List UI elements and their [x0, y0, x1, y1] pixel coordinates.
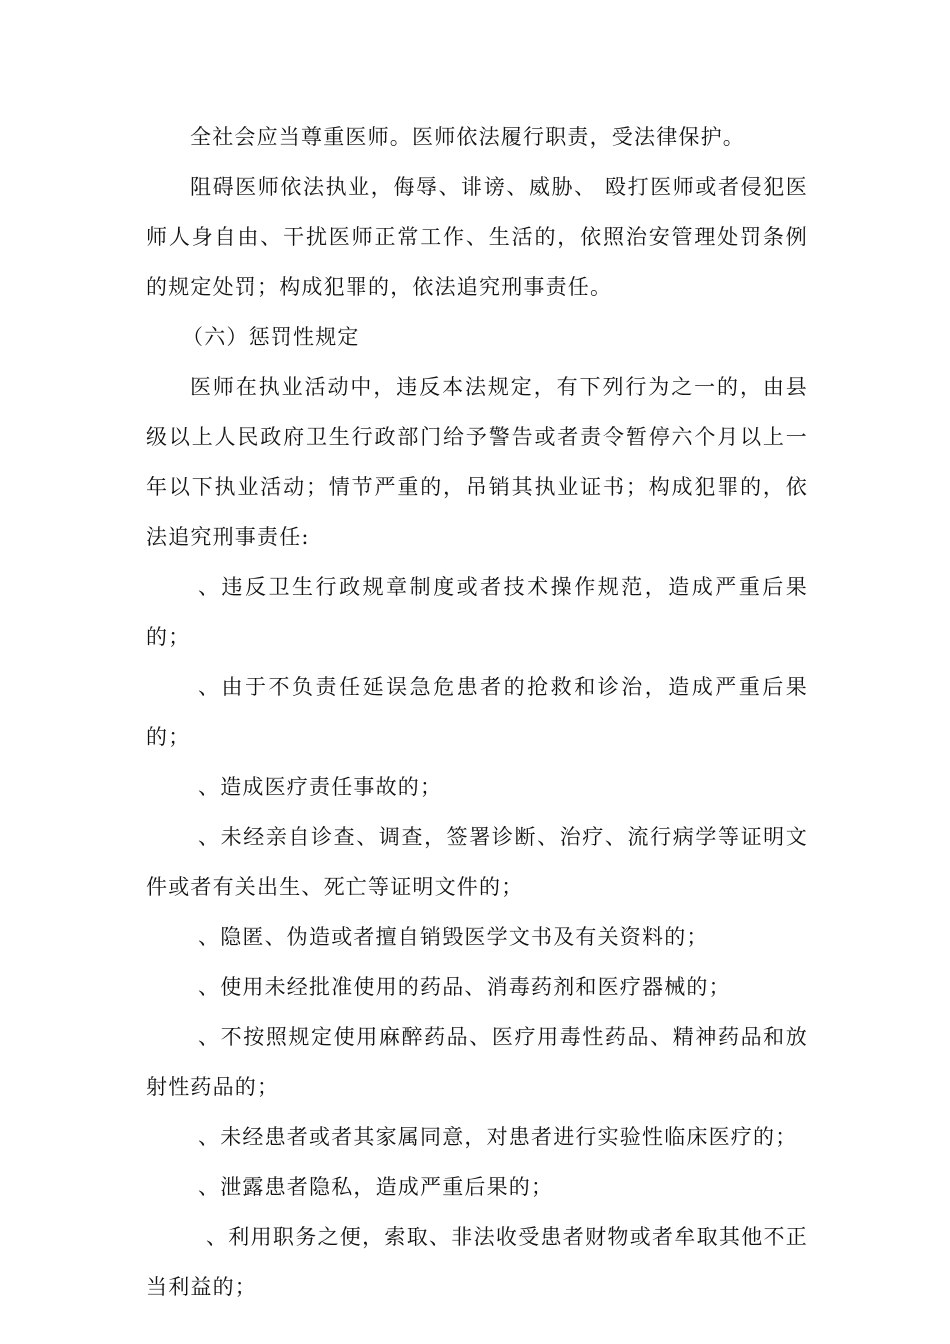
list-item-violation: 、造成医疗责任事故的；: [198, 775, 443, 799]
list-item-violation: 、未经患者或者其家属同意，对患者进行实验性临床医疗的；: [198, 1125, 798, 1149]
list-item-violation: 、使用未经批准使用的药品、消毒药剂和医疗器械的；: [198, 975, 731, 999]
paragraph-violations-intro: 医师在执业活动中，违反本法规定，有下列行为之一的，由县级以上人民政府卫生行政部门给予警告或者责令暂停六个月以上一年以下执业活动；情节严重的，吊销其执业证书；构成犯罪的，依法追究刑事责任:: [146, 375, 808, 549]
paragraph-obstruction-penalty: 阻碍医师依法执业，侮辱、诽谤、威胁、 殴打医师或者侵犯医师人身自由、干扰医师正常工作、生活的，依照治安管理处罚条例的规定处罚；构成犯罪的，依法追究刑事责任。: [146, 175, 808, 299]
document-body: [146, 112, 808, 1312]
list-item-violation: 、泄露患者隐私，造成严重后果的；: [198, 1175, 554, 1199]
list-item-violation: 、不按照规定使用麻醉药品、医疗用毒性药品、精神药品和放射性药品的；: [146, 1025, 808, 1099]
list-item-violation: 、隐匿、伪造或者擅自销毁医学文书及有关资料的；: [198, 925, 709, 949]
list-item-violation: 、违反卫生行政规章制度或者技术操作规范，造成严重后果的；: [146, 575, 808, 649]
list-item-violation: 、由于不负责任延误急危患者的抢救和诊治，造成严重后果的；: [146, 675, 808, 749]
section-heading-punitive: （六）惩罚性规定: [182, 325, 360, 349]
list-item-violation: 、未经亲自诊查、调查，签署诊断、治疗、流行病学等证明文件或者有关出生、死亡等证明文件的；: [146, 825, 808, 899]
list-item-violation: 、利用职务之便，索取、非法收受患者财物或者牟取其他不正当利益的；: [146, 1225, 808, 1299]
paragraph-respect-doctors: 全社会应当尊重医师。医师依法履行职责，受法律保护。: [190, 125, 745, 149]
